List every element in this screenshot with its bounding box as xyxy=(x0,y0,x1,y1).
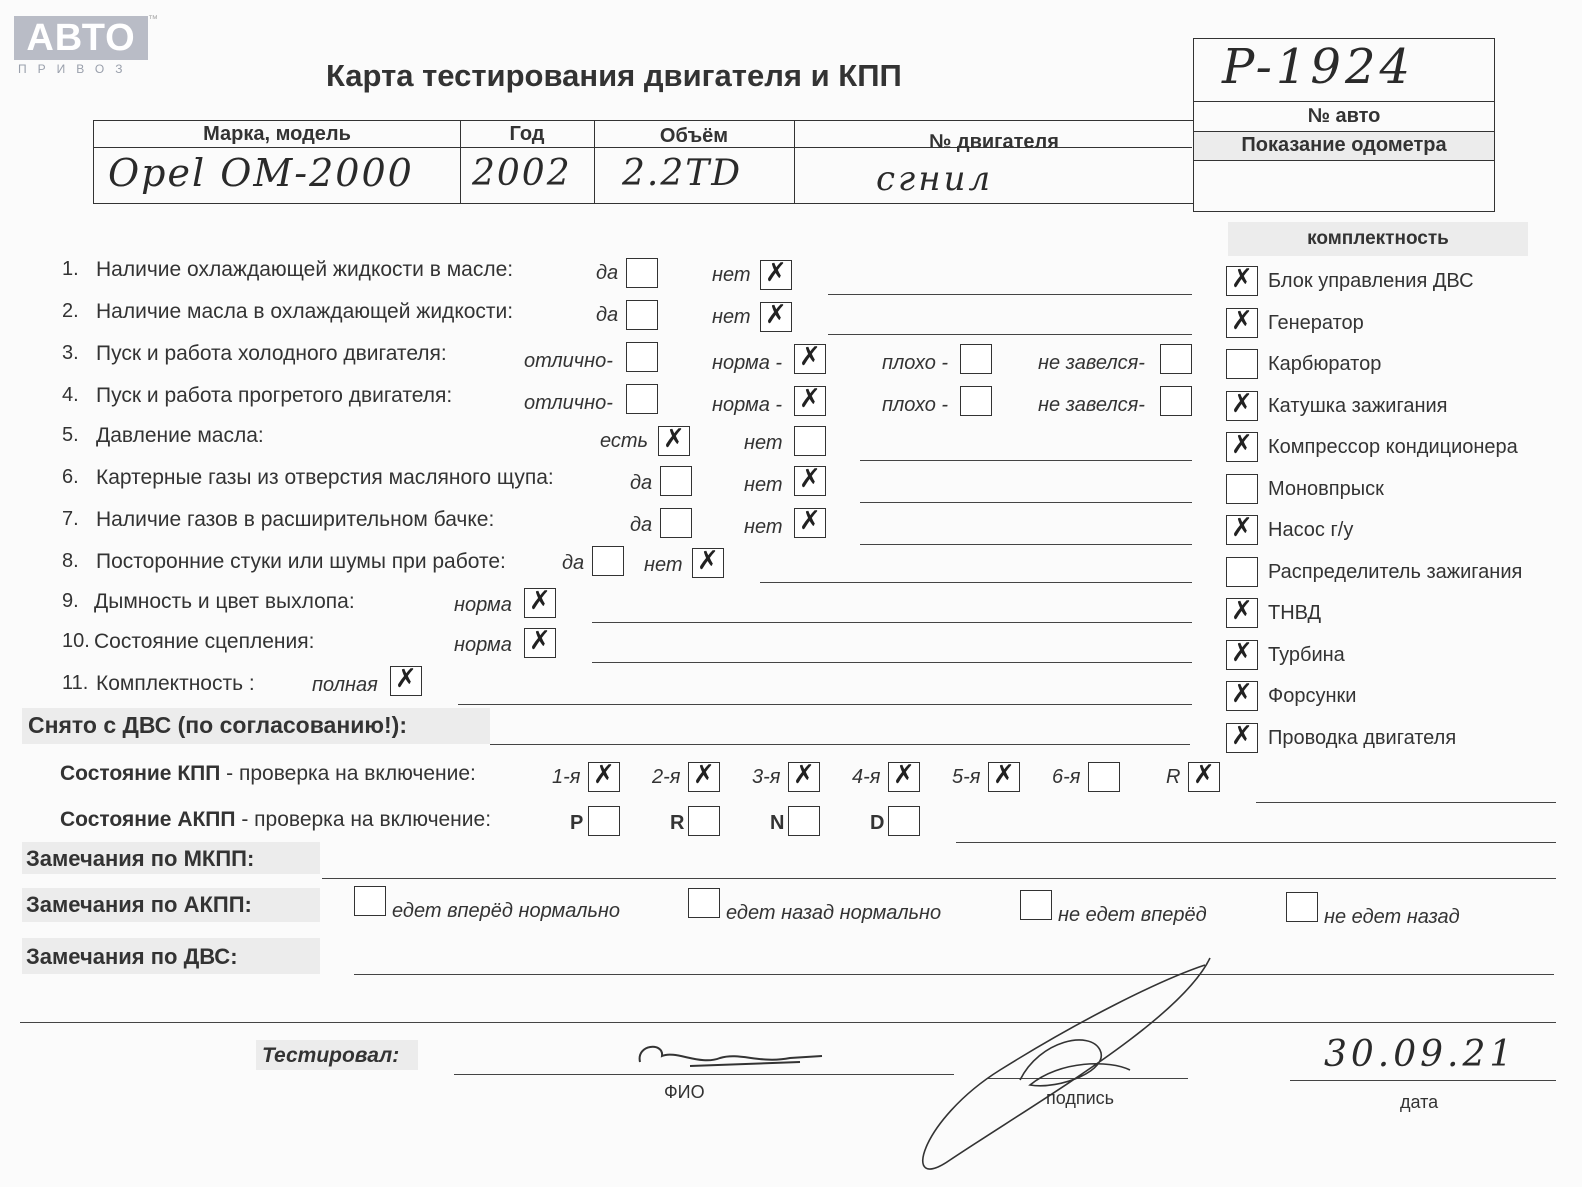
check-number: 6. xyxy=(62,466,79,488)
option-otlichno: отлично- xyxy=(524,392,613,414)
option-norma: норма xyxy=(454,594,512,616)
check-mark: ✗ xyxy=(1231,388,1253,419)
option-net: нет xyxy=(712,306,751,328)
completeness-item-label: Блок управления ДВС xyxy=(1268,270,1474,292)
check-mark: ✗ xyxy=(799,506,821,536)
completeness-checkbox[interactable] xyxy=(1226,266,1258,296)
completeness-checkbox[interactable] xyxy=(1226,305,1258,338)
akpp-position-checkbox[interactable] xyxy=(688,806,720,836)
completeness-checkbox[interactable] xyxy=(1226,515,1258,545)
check-mark: ✗ xyxy=(529,586,551,616)
akpp-position-label: D xyxy=(870,812,885,834)
akpp-remark-option: едет назад нормально xyxy=(726,902,942,924)
completeness-item-label: Компрессор кондиционера xyxy=(1268,436,1518,458)
check-question: Наличие газов в расширительном бачке: xyxy=(96,508,495,531)
akpp-position-checkbox[interactable] xyxy=(588,806,620,836)
completeness-checkbox[interactable] xyxy=(1226,598,1258,628)
option-da: да xyxy=(630,472,653,494)
option-norma: норма xyxy=(454,634,512,656)
year-value: 2002 xyxy=(472,153,572,194)
check-mark: ✗ xyxy=(799,384,821,414)
check-mark: ✗ xyxy=(1231,720,1253,751)
check-question: Картерные газы из отверстия масляного щупа: xyxy=(96,466,554,489)
completeness-item-label: Катушка зажигания xyxy=(1268,394,1448,417)
check-question: Пуск и работа прогретого двигателя: xyxy=(96,384,453,407)
signature-label: подпись xyxy=(1046,1088,1115,1108)
check-mark: ✗ xyxy=(697,546,719,576)
akpp-remark-option: не едет вперёд xyxy=(1058,904,1207,926)
completeness-item-label: Распределитель зажигания xyxy=(1268,560,1523,583)
checkbox-ne-zavelsya[interactable] xyxy=(1160,344,1192,374)
kpp-label xyxy=(60,762,476,786)
check-mark: ✗ xyxy=(799,342,821,372)
gear-checkbox[interactable] xyxy=(888,762,920,792)
akpp-label-rest: - проверка на включение: xyxy=(235,808,492,831)
completeness-item-label: ТНВД xyxy=(1268,602,1322,624)
gear-checkbox[interactable] xyxy=(588,762,620,792)
akpp-remark-option: не едет назад xyxy=(1324,906,1460,928)
check-mark: ✗ xyxy=(893,760,915,790)
year-label: Год xyxy=(509,123,545,145)
check-mark: ✗ xyxy=(1231,513,1253,543)
check-number: 9. xyxy=(62,590,79,612)
gear-checkbox[interactable] xyxy=(988,762,1020,792)
completeness-item-label: Проводка двигателя xyxy=(1268,726,1457,749)
check-question: Давление масла: xyxy=(96,424,264,447)
gear-label: 6-я xyxy=(1052,766,1081,788)
brand-model-value: Opel OM-2000 xyxy=(108,151,414,195)
big-signature xyxy=(923,958,1210,1169)
odometer-label: Показание одометра xyxy=(1241,134,1447,156)
akpp-remark-checkbox[interactable] xyxy=(354,886,386,916)
option-norma: норма - xyxy=(712,352,783,374)
checkbox-net[interactable] xyxy=(794,466,826,496)
checkbox-da[interactable] xyxy=(626,300,658,330)
check-mark: ✗ xyxy=(793,760,815,790)
completeness-checkbox[interactable] xyxy=(1226,474,1258,504)
check-number: 2. xyxy=(62,300,79,322)
gear-label: 2-я xyxy=(652,766,681,788)
completeness-checkbox[interactable] xyxy=(1226,388,1258,421)
completeness-item-label: Карбюратор xyxy=(1268,353,1382,375)
check-question: Пуск и работа холодного двигателя: xyxy=(96,342,447,365)
tester-signature xyxy=(640,1047,822,1066)
akpp-label xyxy=(60,808,491,832)
option-ne-zavelsya: не завелся- xyxy=(1038,352,1145,374)
auto-number-value: P-1924 xyxy=(1222,39,1415,95)
engine-number-label: № двигателя xyxy=(929,131,1059,153)
check-mark: ✗ xyxy=(663,424,685,454)
removed-parts-label: Снято с ДВС (по согласованию!): xyxy=(28,712,407,738)
check-number: 1. xyxy=(62,258,79,280)
akpp-position-checkbox[interactable] xyxy=(888,806,920,836)
akpp-remark-checkbox[interactable] xyxy=(1286,892,1318,922)
checkbox-da[interactable] xyxy=(660,466,692,496)
check-mark: ✗ xyxy=(993,760,1015,790)
completeness-checkbox[interactable] xyxy=(1226,637,1258,670)
brand-model-label: Марка, модель xyxy=(203,123,351,145)
akpp-position-label: N xyxy=(770,812,785,834)
checkbox-norma[interactable] xyxy=(794,344,826,374)
check-mark: ✗ xyxy=(395,664,417,694)
completeness-item-label: Насос г/у xyxy=(1268,519,1354,541)
gear-label: 1-я xyxy=(552,766,581,788)
completeness-item-label: Генератор xyxy=(1268,311,1364,334)
fio-label: ФИО xyxy=(664,1082,705,1102)
logo-subtitle: ПРИВОЗ xyxy=(18,62,134,76)
akpp-position-checkbox[interactable] xyxy=(788,806,820,836)
check-mark: ✗ xyxy=(799,464,821,494)
check-number: 7. xyxy=(62,508,79,530)
check-number: 10. xyxy=(62,630,90,652)
check-question: Дымность и цвет выхлопа: xyxy=(94,590,355,613)
volume-label: Объём xyxy=(659,125,729,147)
checkbox-otlichno[interactable] xyxy=(626,342,658,372)
checkbox-ploho[interactable] xyxy=(960,386,992,416)
option-net: нет xyxy=(744,432,783,454)
check-mark: ✗ xyxy=(1231,679,1253,709)
completeness-title: комплектность xyxy=(1307,228,1449,249)
checkbox-net[interactable] xyxy=(760,302,792,332)
gear-label: 4-я xyxy=(852,766,881,788)
checkbox-net[interactable] xyxy=(794,508,826,538)
check-mark: ✗ xyxy=(765,300,787,330)
check-mark: ✗ xyxy=(1231,637,1253,668)
option-da: да xyxy=(596,262,619,284)
page-title: Карта тестирования двигателя и КПП xyxy=(326,58,902,93)
check-mark: ✗ xyxy=(1193,760,1215,790)
dvs-remarks-label: Замечания по ДВС: xyxy=(26,944,238,969)
checkbox-otlichno[interactable] xyxy=(626,384,658,414)
auto-number-box xyxy=(1193,38,1495,212)
vehicle-header-table xyxy=(93,120,1194,204)
gear-label: R xyxy=(1166,766,1181,788)
checkbox-norma[interactable] xyxy=(524,628,556,658)
check-number: 11. xyxy=(62,672,89,694)
check-number: 8. xyxy=(62,550,79,572)
check-mark: ✗ xyxy=(765,258,787,288)
gear-label: 5-я xyxy=(952,766,981,788)
checkbox-est[interactable] xyxy=(658,426,690,456)
option-net: нет xyxy=(712,264,751,286)
option-polnaya: полная xyxy=(312,674,378,696)
completeness-checkbox[interactable] xyxy=(1226,557,1258,587)
checkbox-norma[interactable] xyxy=(794,386,826,416)
gear-label: 3-я xyxy=(752,766,781,788)
engine-number-value: сгнил xyxy=(876,159,994,199)
gear-checkbox[interactable] xyxy=(1088,762,1120,792)
check-mark: ✗ xyxy=(1231,596,1253,626)
akpp-remark-checkbox[interactable] xyxy=(1020,890,1052,920)
brand-logo xyxy=(14,16,148,76)
option-ploho: плохо - xyxy=(882,352,949,374)
akpp-remark-option: едет вперёд нормально xyxy=(392,900,621,922)
option-da: да xyxy=(630,514,653,536)
akpp-remark-checkbox[interactable] xyxy=(688,888,720,918)
checkbox-da[interactable] xyxy=(592,546,624,576)
checkbox-ploho[interactable] xyxy=(960,344,992,374)
completeness-checkbox[interactable] xyxy=(1226,349,1258,379)
gear-checkbox[interactable] xyxy=(788,762,820,792)
completeness-checkbox[interactable] xyxy=(1226,720,1258,753)
completeness-item-label: Форсунки xyxy=(1268,685,1357,707)
checkbox-net[interactable] xyxy=(760,260,792,290)
volume-value: 2.2TD xyxy=(622,153,743,194)
trademark-sign: ™ xyxy=(148,14,158,25)
option-da: да xyxy=(562,552,585,574)
option-net: нет xyxy=(744,516,783,538)
checkbox-net[interactable] xyxy=(794,426,826,456)
kpp-label-rest: - проверка на включение: xyxy=(220,762,476,785)
date-value: 30.09.21 xyxy=(1324,1034,1517,1075)
akpp-remarks-label: Замечания по АКПП: xyxy=(26,892,252,917)
tested-by-label: Тестировал: xyxy=(262,1044,400,1067)
gear-checkbox[interactable] xyxy=(688,762,720,792)
checkbox-net[interactable] xyxy=(692,548,724,578)
check-mark: ✗ xyxy=(1231,430,1253,460)
checkbox-ne-zavelsya[interactable] xyxy=(1160,386,1192,416)
completeness-item-label: Турбина xyxy=(1268,643,1345,666)
check-question: Наличие охлаждающей жидкости в масле: xyxy=(96,258,514,281)
option-norma: норма - xyxy=(712,394,783,416)
option-net: нет xyxy=(744,474,783,496)
check-mark: ✗ xyxy=(529,626,551,656)
completeness-checkbox[interactable] xyxy=(1226,432,1258,462)
akpp-position-label: R xyxy=(670,812,685,834)
checkbox-da[interactable] xyxy=(660,508,692,538)
check-number: 3. xyxy=(62,342,79,364)
option-otlichno: отлично- xyxy=(524,350,613,372)
kpp-label-bold: Состояние КПП xyxy=(60,762,221,785)
check-question: Комплектность : xyxy=(96,672,255,695)
mkpp-remarks-label: Замечания по МКПП: xyxy=(26,846,255,871)
option-ne-zavelsya: не завелся- xyxy=(1038,394,1145,416)
completeness-checkbox[interactable] xyxy=(1226,681,1258,711)
check-mark: ✗ xyxy=(1231,264,1253,294)
check-question: Наличие масла в охлаждающей жидкости: xyxy=(96,300,514,323)
check-mark: ✗ xyxy=(593,760,615,790)
akpp-label-bold: Состояние АКПП xyxy=(60,808,236,831)
option-est: есть xyxy=(600,430,649,452)
check-question: Посторонние стуки или шумы при работе: xyxy=(96,550,506,573)
check-mark: ✗ xyxy=(1231,305,1253,336)
check-mark: ✗ xyxy=(693,760,715,790)
completeness-item-label: Моновпрыск xyxy=(1268,477,1384,500)
option-ploho: плохо - xyxy=(882,394,949,416)
option-net: нет xyxy=(644,554,683,576)
date-label: дата xyxy=(1400,1092,1439,1112)
logo-mark: АВТО xyxy=(14,16,148,60)
checkbox-polnaya[interactable] xyxy=(390,666,422,696)
check-question: Состояние сцепления: xyxy=(94,630,315,653)
auto-number-label: № авто xyxy=(1307,105,1381,127)
gear-checkbox[interactable] xyxy=(1188,762,1220,792)
akpp-position-label: P xyxy=(570,812,584,834)
option-da: да xyxy=(596,304,619,326)
checkbox-norma[interactable] xyxy=(524,588,556,618)
check-number: 4. xyxy=(62,384,79,406)
check-number: 5. xyxy=(62,424,79,446)
checkbox-da[interactable] xyxy=(626,258,658,288)
